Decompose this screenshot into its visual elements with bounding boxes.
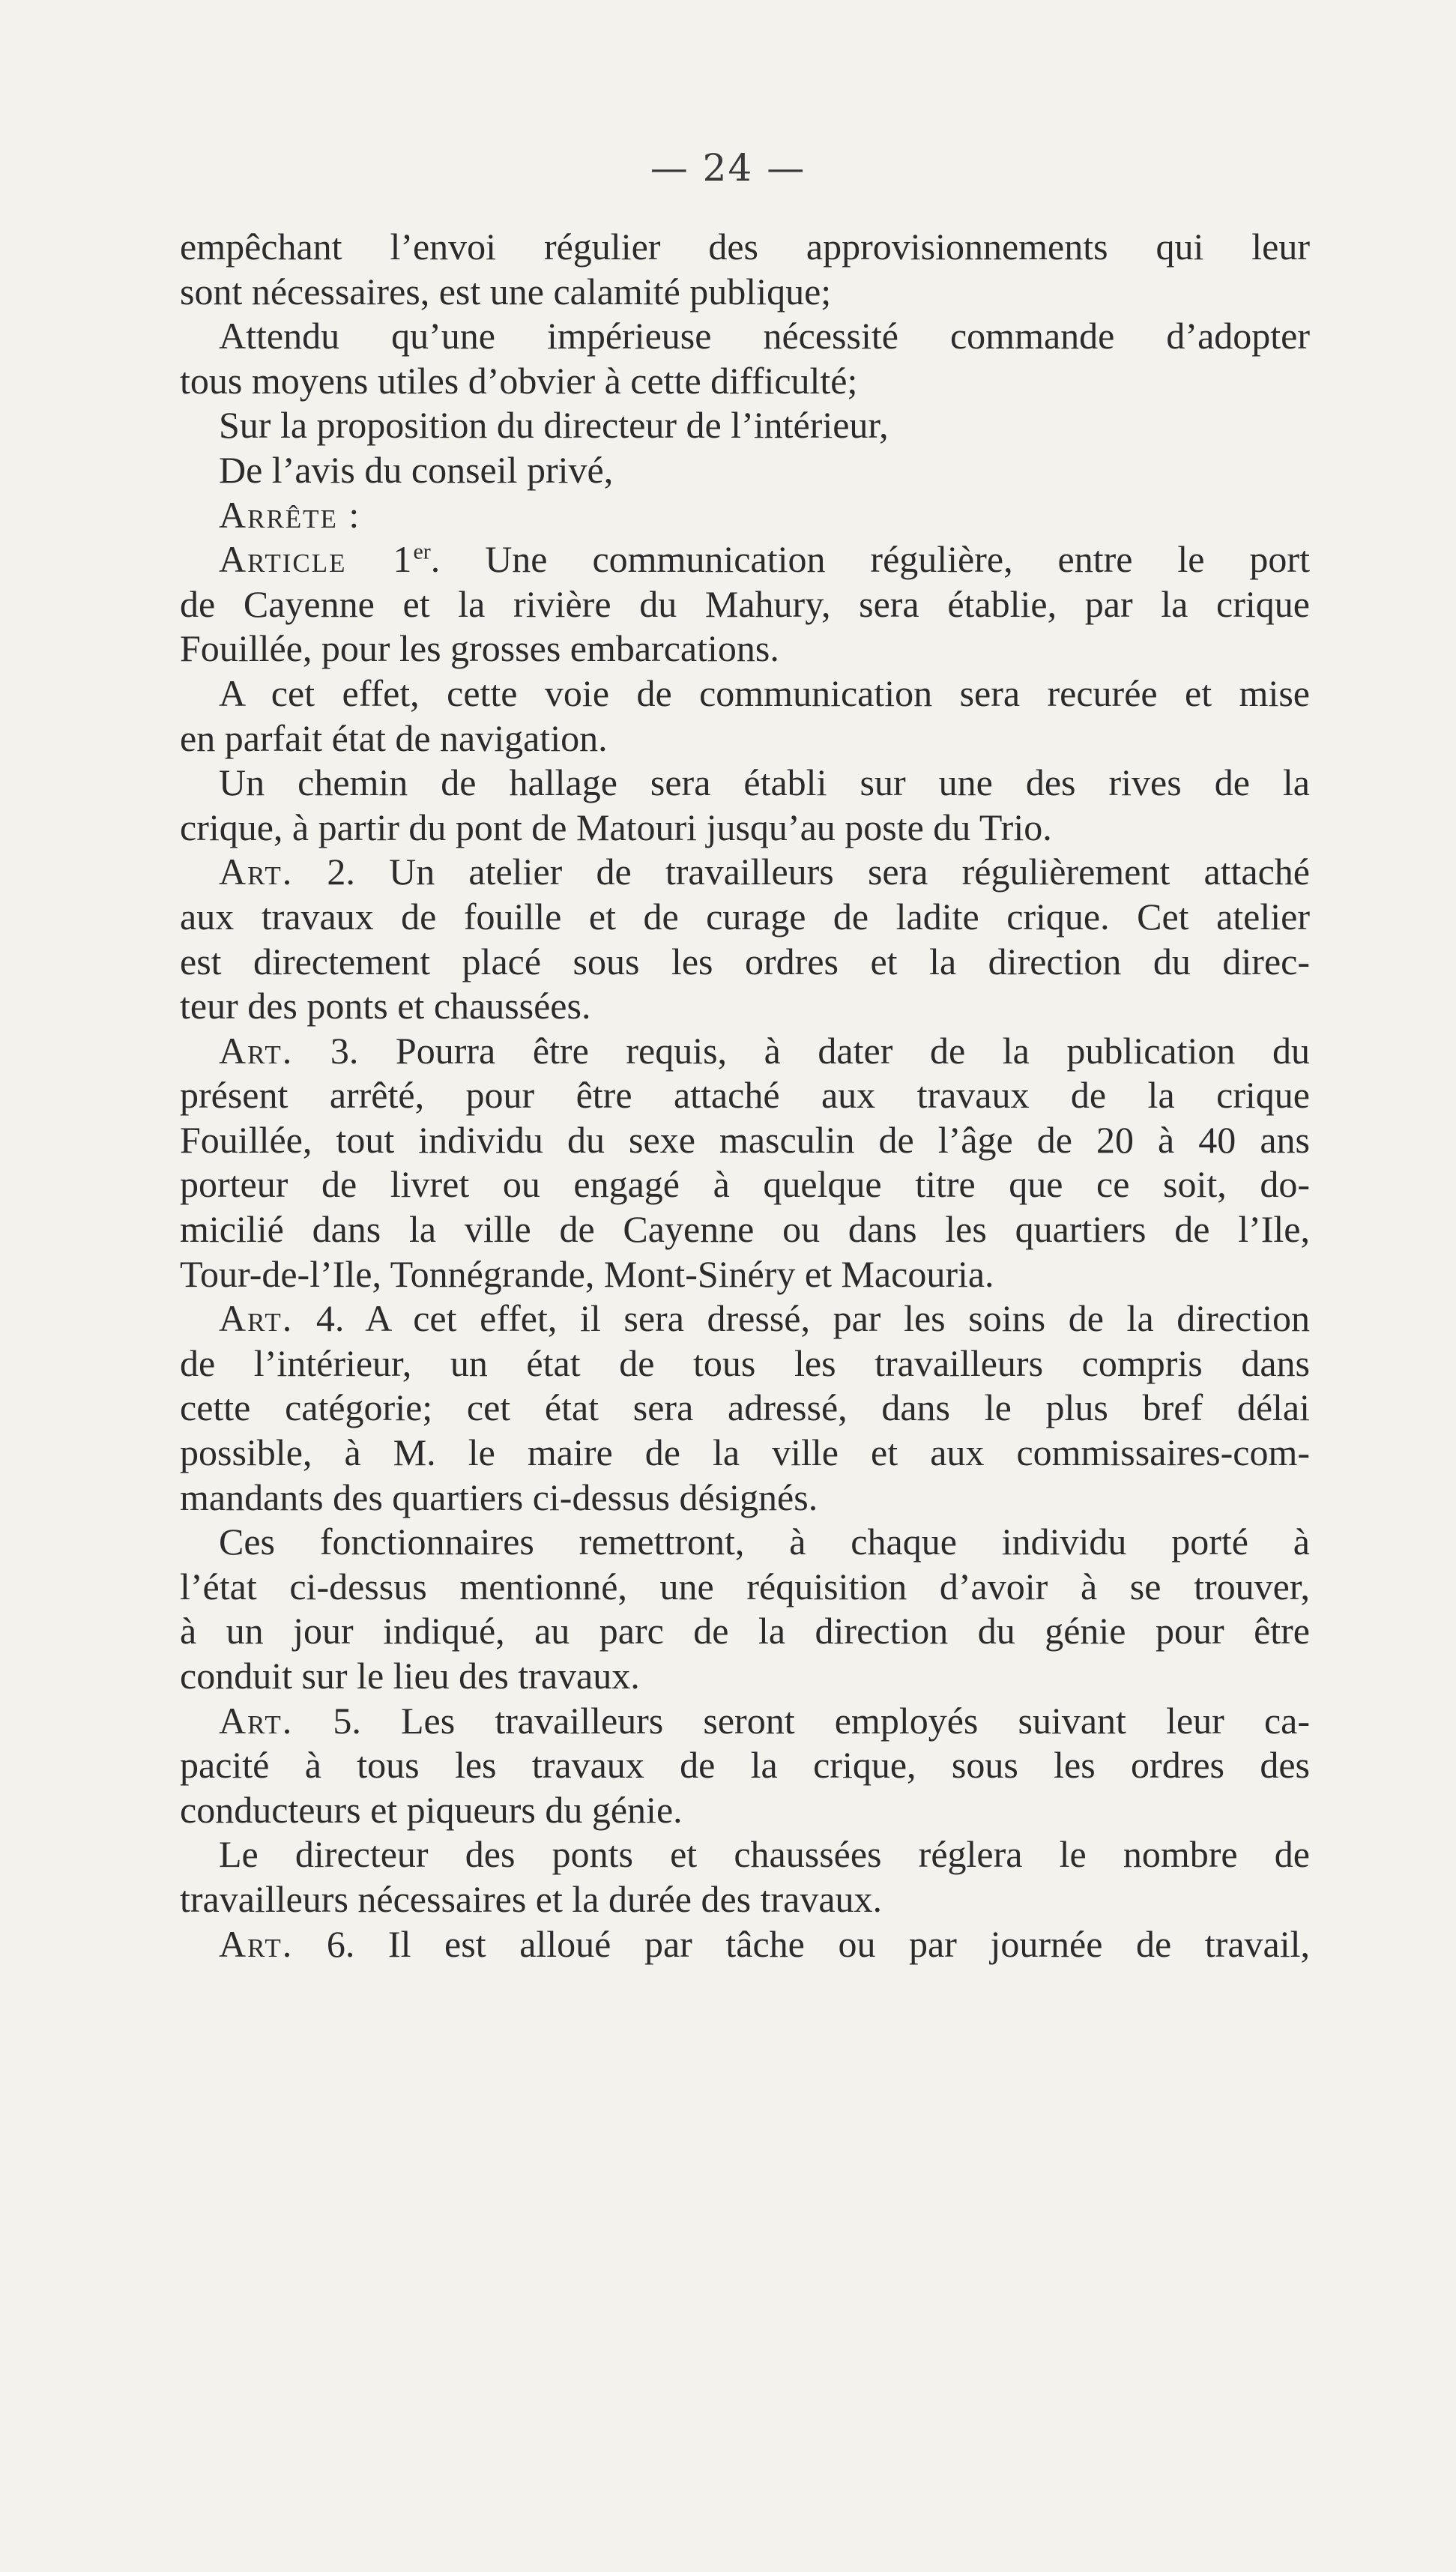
text-line (180, 1832, 1310, 1877)
text-line (180, 270, 1310, 315)
line-text: Le directeur des ponts et chaussées réglera le nombre de (219, 1833, 1310, 1876)
line-text: de l’intérieur, un état de tous les travailleurs compris dans (180, 1341, 1310, 1384)
line-text: travailleurs nécessaires et la durée des travaux. (180, 1877, 883, 1920)
line-text: Fouillée, tout individu du sexe masculin de l’âge de 20 à 40 ans (180, 1118, 1310, 1161)
line-text: Ces fonctionnaires remettront, à chaque individu porté à (219, 1521, 1310, 1563)
line-text: crique, à partir du pont de Matouri jusqu’au poste du Trio. (180, 806, 1052, 848)
text-line (180, 448, 1310, 493)
line-text: micilié dans la ville de Cayenne ou dans les quartiers de l’Ile, (180, 1208, 1310, 1251)
text-line (180, 1386, 1310, 1431)
text-line (180, 537, 1310, 582)
line-text: à un jour indiqué, au parc de la direction du génie pour être (180, 1610, 1310, 1652)
line-text: 2. Un atelier de travailleurs sera régulièrement attaché (293, 851, 1310, 893)
line-text: 5. Les travailleurs seront employés suivant leur ca- (293, 1699, 1310, 1742)
text-line (180, 1029, 1310, 1074)
line-text: A cet effet, cette voie de communication sera recurée et mise (219, 671, 1310, 714)
text-line (180, 1073, 1310, 1118)
article-label: Art. (219, 851, 294, 893)
text-line (180, 671, 1310, 716)
text-line (180, 1609, 1310, 1654)
line-text: cette catégorie; cet état sera adressé, dans le plus bref délai (180, 1386, 1310, 1429)
text-line (180, 940, 1310, 985)
text-line (180, 403, 1310, 448)
text-line (180, 895, 1310, 940)
text-line (180, 1476, 1310, 1521)
line-text: pacité à tous les travaux de la crique, sous les ordres des (180, 1744, 1310, 1787)
line-text: conduit sur le lieu des travaux. (180, 1655, 640, 1697)
line-text: présent arrêté, pour être attaché aux travaux de la crique (180, 1074, 1310, 1117)
line-text: teur des ponts et chaussées. (180, 985, 591, 1027)
text-line (180, 1520, 1310, 1565)
line-text: est directement placé sous les ordres et la direction du direc- (180, 940, 1310, 982)
text-line (180, 314, 1310, 359)
text-line (180, 1207, 1310, 1252)
line-text: Fouillée, pour les grosses embarcations. (180, 627, 779, 670)
line-text: Attendu qu’une impérieuse nécessité commande d’adopter (219, 315, 1310, 357)
text-line (180, 1431, 1310, 1476)
text-line (180, 761, 1310, 806)
article-label: Arrête : (219, 493, 361, 536)
text-line (180, 716, 1310, 761)
text-line (180, 850, 1310, 895)
line-text: Un chemin de hallage sera établi sur une des rives de la (219, 761, 1310, 804)
ordinal-superscript: er (413, 539, 431, 564)
line-text: empêchant l’envoi régulier des approvisionnements qui leur (180, 226, 1310, 268)
text-line (180, 582, 1310, 627)
text-line (180, 984, 1310, 1029)
line-text: en parfait état de navigation. (180, 716, 608, 759)
article-label: Art. (219, 1922, 294, 1965)
text-line (180, 1252, 1310, 1297)
text-line (180, 359, 1310, 404)
article-label: Art. (219, 1699, 294, 1742)
text-line (180, 1922, 1310, 1967)
line-text: possible, à M. le maire de la ville et aux commissaires-com- (180, 1431, 1310, 1474)
line-text: mandants des quartiers ci-dessus désignés. (180, 1476, 818, 1518)
text-line (180, 1565, 1310, 1610)
line-text: porteur de livret ou engagé à quelque titre que ce soit, do- (180, 1163, 1310, 1206)
line-text: tous moyens utiles d’obvier à cette difficulté; (180, 359, 858, 402)
line-text: 6. Il est alloué par tâche ou par journée de travail, (293, 1922, 1310, 1965)
text-line (180, 1877, 1310, 1922)
line-text: sont nécessaires, est une calamité publique; (180, 270, 832, 313)
text-line (180, 493, 1310, 538)
line-text: conducteurs et piqueurs du génie. (180, 1788, 683, 1831)
text-line (180, 1341, 1310, 1386)
line-text: aux travaux de fouille et de curage de ladite crique. Cet atelier (180, 895, 1310, 938)
line-text: De l’avis du conseil privé, (219, 448, 614, 491)
line-text: l’état ci-dessus mentionné, une réquisition d’avoir à se trouver, (180, 1565, 1310, 1608)
text-line (180, 1788, 1310, 1833)
line-text: . Une communication régulière, entre le port (430, 538, 1310, 581)
line-text: de Cayenne et la rivière du Mahury, sera établie, par la crique (180, 582, 1310, 625)
text-line (180, 1699, 1310, 1744)
article-label: Art. (219, 1029, 294, 1072)
article-label: Article 1 (219, 538, 414, 581)
page-number: — 24 — (650, 146, 806, 190)
text-line (180, 1162, 1310, 1207)
text-line (180, 627, 1310, 671)
body-text (180, 225, 1310, 1966)
text-line (180, 806, 1310, 851)
text-line (180, 1296, 1310, 1341)
line-text: Sur la proposition du directeur de l’intérieur, (219, 404, 889, 447)
line-text: 4. A cet effet, il sera dressé, par les soins de la direction (293, 1297, 1310, 1340)
text-line (180, 225, 1310, 270)
line-text: Tour-de-l’Ile, Tonnégrande, Mont-Sinéry et Macouria. (180, 1252, 994, 1295)
text-line (180, 1743, 1310, 1788)
article-label: Art. (219, 1297, 294, 1340)
text-line (180, 1118, 1310, 1163)
line-text: 3. Pourra être requis, à dater de la publication du (293, 1029, 1310, 1072)
text-line (180, 1654, 1310, 1699)
